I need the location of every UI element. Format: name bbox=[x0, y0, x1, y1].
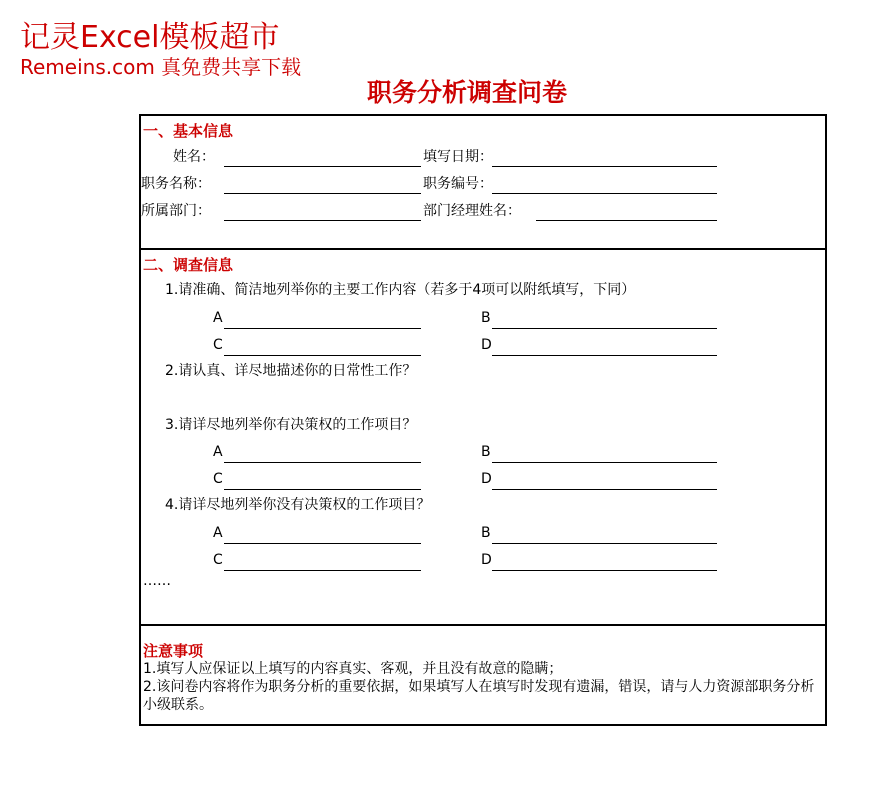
continuation-ellipsis: …… bbox=[143, 573, 171, 589]
name-field[interactable] bbox=[224, 166, 421, 167]
q1-option-b-label: B bbox=[481, 310, 491, 326]
question-4: 4.请详尽地列举你没有决策权的工作项目？ bbox=[165, 497, 431, 513]
q4-option-a-field[interactable] bbox=[224, 543, 421, 544]
q4-option-a-label: A bbox=[213, 525, 223, 541]
job-code-label: 职务编号： bbox=[423, 176, 493, 192]
department-field[interactable] bbox=[224, 220, 421, 221]
q1-option-c-label: C bbox=[213, 337, 223, 353]
q4-option-d-label: D bbox=[481, 552, 492, 568]
survey-heading: 二、调查信息 bbox=[143, 256, 234, 274]
question-1: 1.请准确、简洁地列举你的主要工作内容（若多于4项可以附纸填写，下同） bbox=[165, 282, 636, 298]
q1-option-b-field[interactable] bbox=[492, 328, 717, 329]
q4-option-b-label: B bbox=[481, 525, 491, 541]
watermark-title: 记灵Excel模板超市 bbox=[20, 20, 280, 55]
q3-option-d-label: D bbox=[481, 471, 492, 487]
note-1: 1.填写人应保证以上填写的内容真实、客观，并且没有故意的隐瞒； bbox=[143, 661, 563, 677]
department-label: 所属部门： bbox=[141, 203, 211, 219]
survey-section bbox=[139, 248, 827, 626]
q1-option-a-field[interactable] bbox=[224, 328, 421, 329]
q1-option-d-field[interactable] bbox=[492, 355, 717, 356]
notes-section bbox=[139, 624, 827, 726]
question-3: 3.请详尽地列举你有决策权的工作项目？ bbox=[165, 417, 417, 433]
q3-option-d-field[interactable] bbox=[492, 489, 717, 490]
q3-option-a-label: A bbox=[213, 444, 223, 460]
watermark-subtitle: Remeins.com 真免费共享下载 bbox=[20, 55, 302, 79]
question-2: 2.请认真、详尽地描述你的日常性工作？ bbox=[165, 363, 417, 379]
fill-date-field[interactable] bbox=[492, 166, 717, 167]
name-label: 姓名： bbox=[173, 149, 215, 165]
q3-option-a-field[interactable] bbox=[224, 462, 421, 463]
q3-option-b-field[interactable] bbox=[492, 462, 717, 463]
q3-option-c-label: C bbox=[213, 471, 223, 487]
q1-option-d-label: D bbox=[481, 337, 492, 353]
manager-name-label: 部门经理姓名： bbox=[423, 203, 521, 219]
job-title-field[interactable] bbox=[224, 193, 421, 194]
q4-option-d-field[interactable] bbox=[492, 570, 717, 571]
basic-info-heading: 一、基本信息 bbox=[143, 122, 234, 140]
q3-option-c-field[interactable] bbox=[224, 489, 421, 490]
manager-name-field[interactable] bbox=[536, 220, 717, 221]
basic-info-section bbox=[139, 114, 827, 250]
note-2: 2.该问卷内容将作为职务分析的重要依据，如果填写人在填写时发现有遗漏，错误，请与人力资源部职务分析小级联系。 bbox=[143, 679, 815, 713]
q4-option-b-field[interactable] bbox=[492, 543, 717, 544]
q3-option-b-label: B bbox=[481, 444, 491, 460]
fill-date-label: 填写日期： bbox=[423, 149, 493, 165]
notes-heading: 注意事项 bbox=[143, 642, 204, 660]
q1-option-c-field[interactable] bbox=[224, 355, 421, 356]
job-title-label: 职务名称： bbox=[141, 176, 211, 192]
q4-option-c-label: C bbox=[213, 552, 223, 568]
q1-option-a-label: A bbox=[213, 310, 223, 326]
job-code-field[interactable] bbox=[492, 193, 717, 194]
document-title: 职务分析调查问卷 bbox=[367, 78, 568, 107]
q4-option-c-field[interactable] bbox=[224, 570, 421, 571]
